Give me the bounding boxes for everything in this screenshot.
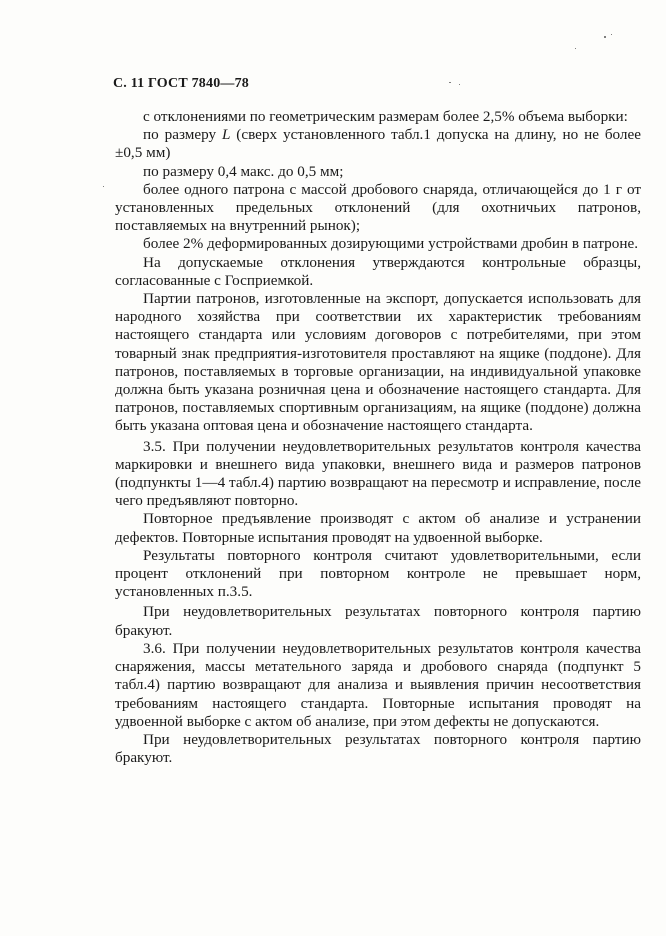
paragraph: по размеру 0,4 макс. до 0,5 мм; [143, 162, 344, 180]
scan-speck [103, 186, 104, 187]
paragraph-3-6: 3.6. При получении неудовлетворительных результатов контроля качества снаряжения, массы метательного заряда и дробового снаряда (подпункт 5 табл.4) партию возвращают для анализа и выявления причин несоответствия требованиям настоящего стандарта. Повторные испытания проводят на удвоенной выборке с актом об анализе, при этом дефекты не допускаются. [115, 639, 641, 730]
paragraph: Партии патронов, изготовленные на экспорт, допускается использовать для народного хозяйства при соответствии их характеристик требованиям настоящего стандарта или условиям договоров с потребителями, при этом товарный знак предприятия-изготовителя проставляют на ящике (поддоне). Для патронов, поставляемых в торговые организации, на индивидуальной упаковке должна быть указана розничная цена и обозначение настоящего стандарта. Для патронов, поставляемых спортивным организациям, на ящике (поддоне) должна быть указана оптовая цена и обозначение настоящего стандарта. [115, 290, 641, 435]
paragraph: Результаты повторного контроля считают удовлетворительными, если процент отклонений при повторном контроле не превышает норм, установленных п.3.5. [115, 546, 641, 601]
paragraph: по размеру L (сверх установленного табл.1 допуска на длину, но не более ±0,5 мм) [115, 126, 641, 162]
scan-speck [575, 48, 576, 49]
variable-L: L [221, 126, 231, 144]
paragraph: Повторное предъявление производят с актом об анализе и устранении дефектов. Повторные испытания проводят на удвоенной выборке. [115, 510, 641, 546]
document-body [115, 108, 641, 767]
paragraph: с отклонениями по геометрическим размерам более 2,5% объема выборки: [143, 108, 628, 125]
scan-speck [604, 36, 606, 38]
scan-speck [611, 34, 612, 35]
scan-speck [449, 82, 451, 83]
paragraph-3-5: 3.5. При получении неудовлетворительных результатов контроля качества маркировки и внешнего вида упаковки, внешнего вида и размеров патронов (подпункты 1—4 табл.4) партию возвращают на пересмотр и исправление, после чего предъявляют повторно. [115, 437, 641, 510]
scan-speck [459, 84, 460, 85]
paragraph: При неудовлетворительных результатах повторного контроля партию бракуют. [115, 603, 641, 639]
paragraph: более 2% деформированных дозирующими устройствами дробин в патроне. [143, 235, 639, 253]
paragraph: более одного патрона с массой дробового снаряда, отличающейся до 1 г от установленных предельных отклонений (для охотничьих патронов, поставляемых на внутренний рынок); [115, 180, 641, 235]
paragraph: На допускаемые отклонения утверждаются контрольные образцы, согласованные с Госприемкой. [115, 253, 641, 289]
paragraph: При неудовлетворительных результатах повторного контроля партию бракуют. [115, 730, 641, 767]
page-header: С. 11 ГОСТ 7840—78 [113, 76, 250, 91]
